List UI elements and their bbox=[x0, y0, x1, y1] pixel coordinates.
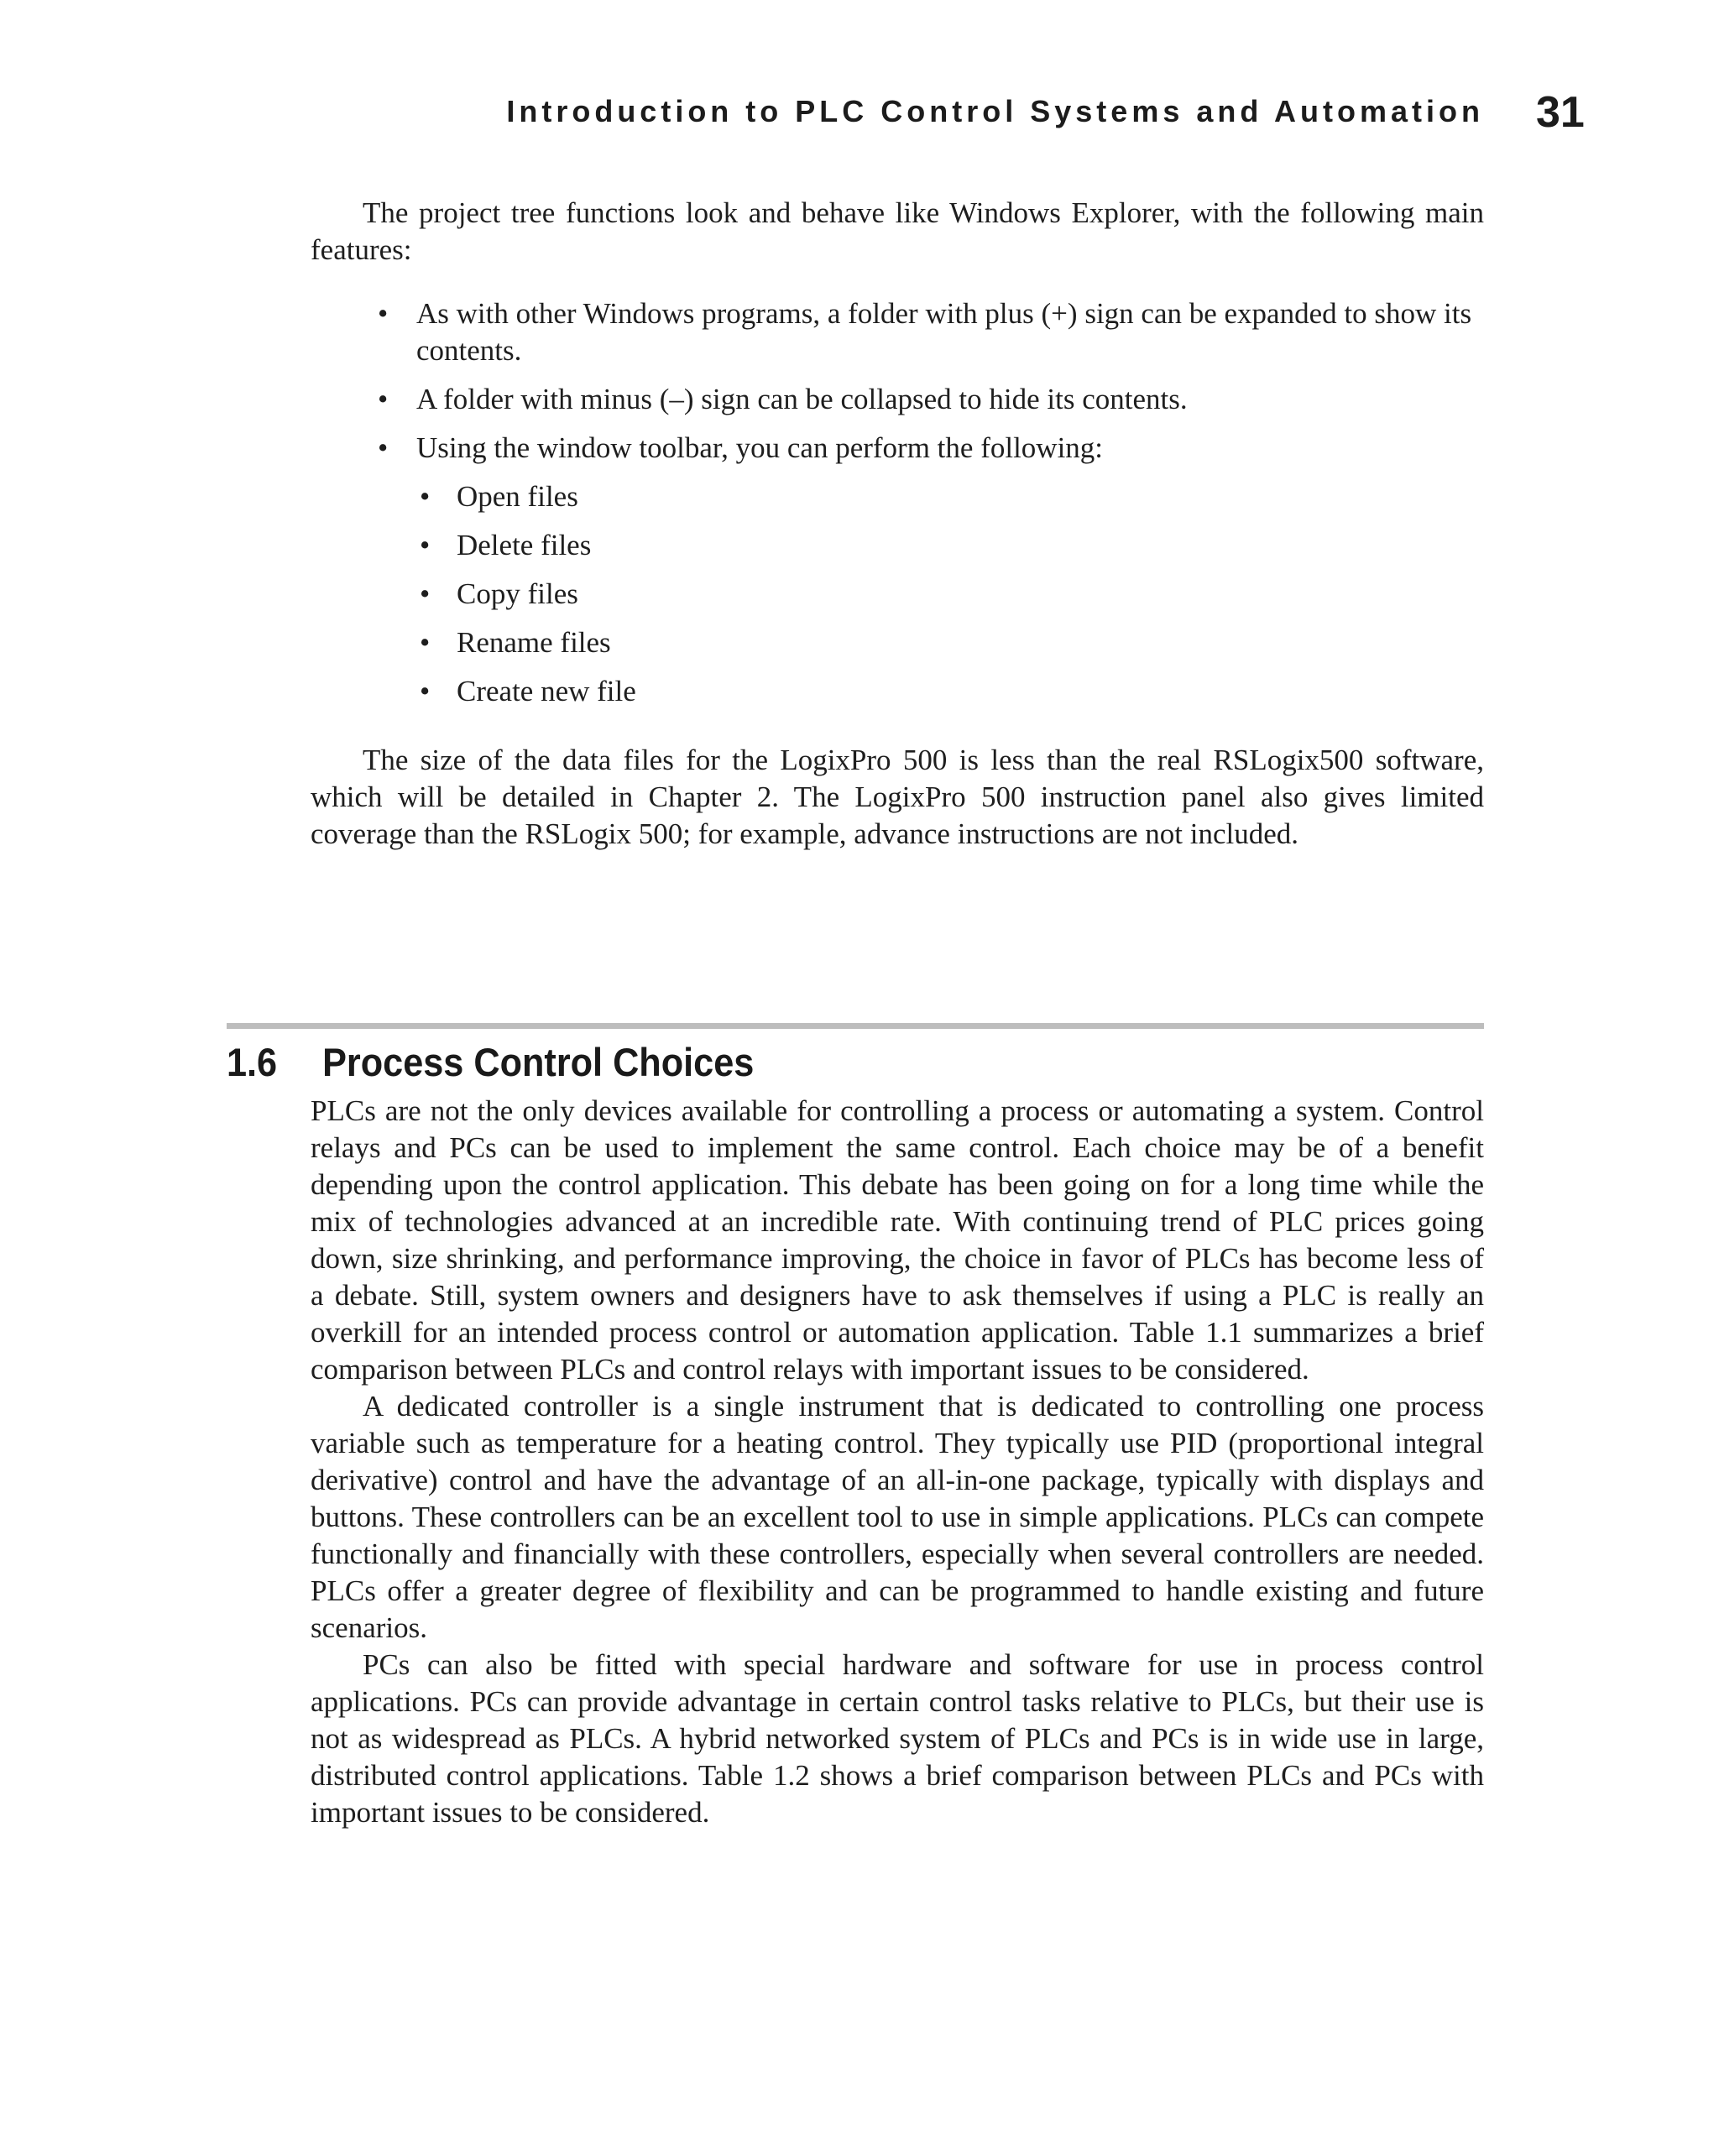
page-number: 31 bbox=[1536, 88, 1585, 137]
list-item-toolbar-text: Using the window toolbar, you can perform the following: bbox=[416, 431, 1104, 464]
intro-paragraph: The project tree functions look and behave like Windows Explorer, with the following main features: bbox=[311, 196, 1484, 266]
sub-list-item-rename-files: • Rename files bbox=[416, 624, 1484, 661]
list-item-toolbar bbox=[369, 430, 1484, 710]
features-list bbox=[369, 295, 1484, 722]
list-item-collapse-folder: • A folder with minus (–) sign can be collapsed to hide its contents. bbox=[369, 381, 1484, 418]
section-heading bbox=[227, 1039, 754, 1085]
running-header-title: Introduction to PLC Control Systems and Automation bbox=[506, 94, 1484, 128]
section-paragraph-plc-alternatives: PLCs are not the only devices available for controlling a process or automating a system. Control relays and PCs can be used to implement the same control. Each choice may be of a benefit depending upon the control application. This debate has been going on for a long time while the mix of technologies advanced at an incredible rate. With continuing trend of PLC prices going down, size shrinking, and performance improving, the choice in favor of PLCs has become less of a debate. Still, system owners and designers have to ask themselves if using a PLC is really an overkill for an intended process control or automation application. Table 1.1 summarizes a brief comparison between PLCs and control relays with important issues to be considered. bbox=[311, 1094, 1484, 1386]
intro-paragraph-block bbox=[311, 195, 1484, 269]
data-files-paragraph: The size of the data files for the LogixPro 500 is less than the real RSLogix500 software, which will be detailed in Chapter 2. The LogixPro 500 instruction panel also gives limited coverage than the RSLogix 500; for example, advance instructions are not included. bbox=[311, 744, 1484, 850]
data-files-paragraph-block bbox=[311, 742, 1484, 853]
list-item-expand-folder: • As with other Windows programs, a folder with plus (+) sign can be expanded to show its contents. bbox=[369, 295, 1484, 369]
section-title: Process Control Choices bbox=[322, 1040, 755, 1084]
section-paragraph-pcs: PCs can also be fitted with special hardware and software for use in process control applications. PCs can provide advantage in certain control tasks relative to PLCs, but their use is not as widespread as PLCs. A hybrid networked system of PLCs and PCs is in wide use in large, distributed control applications. Table 1.2 shows a brief comparison between PLCs and PCs with important issues to be considered. bbox=[311, 1648, 1484, 1829]
section-number: 1.6 bbox=[227, 1040, 278, 1084]
sub-list-item-create-new-file: • Create new file bbox=[416, 673, 1484, 710]
section-divider-rule bbox=[227, 1023, 1484, 1029]
sub-list-item-copy-files: • Copy files bbox=[416, 576, 1484, 613]
sub-list-item-delete-files: • Delete files bbox=[416, 527, 1484, 564]
section-body bbox=[311, 1093, 1484, 1831]
toolbar-actions-list bbox=[416, 478, 1484, 710]
section-paragraph-dedicated-controller: A dedicated controller is a single instrument that is dedicated to controlling one process variable such as temperature for a heating control. They typically use PID (proportional integral derivative) control and have the advantage of an all-in-one package, typically with displays and buttons. These controllers can be an excellent tool to use in simple applications. PLCs can compete functionally and financially with these controllers, especially when several controllers are needed. PLCs offer a greater degree of flexibility and can be programmed to handle existing and future scenarios. bbox=[311, 1390, 1484, 1644]
sub-list-item-open-files: • Open files bbox=[416, 478, 1484, 515]
